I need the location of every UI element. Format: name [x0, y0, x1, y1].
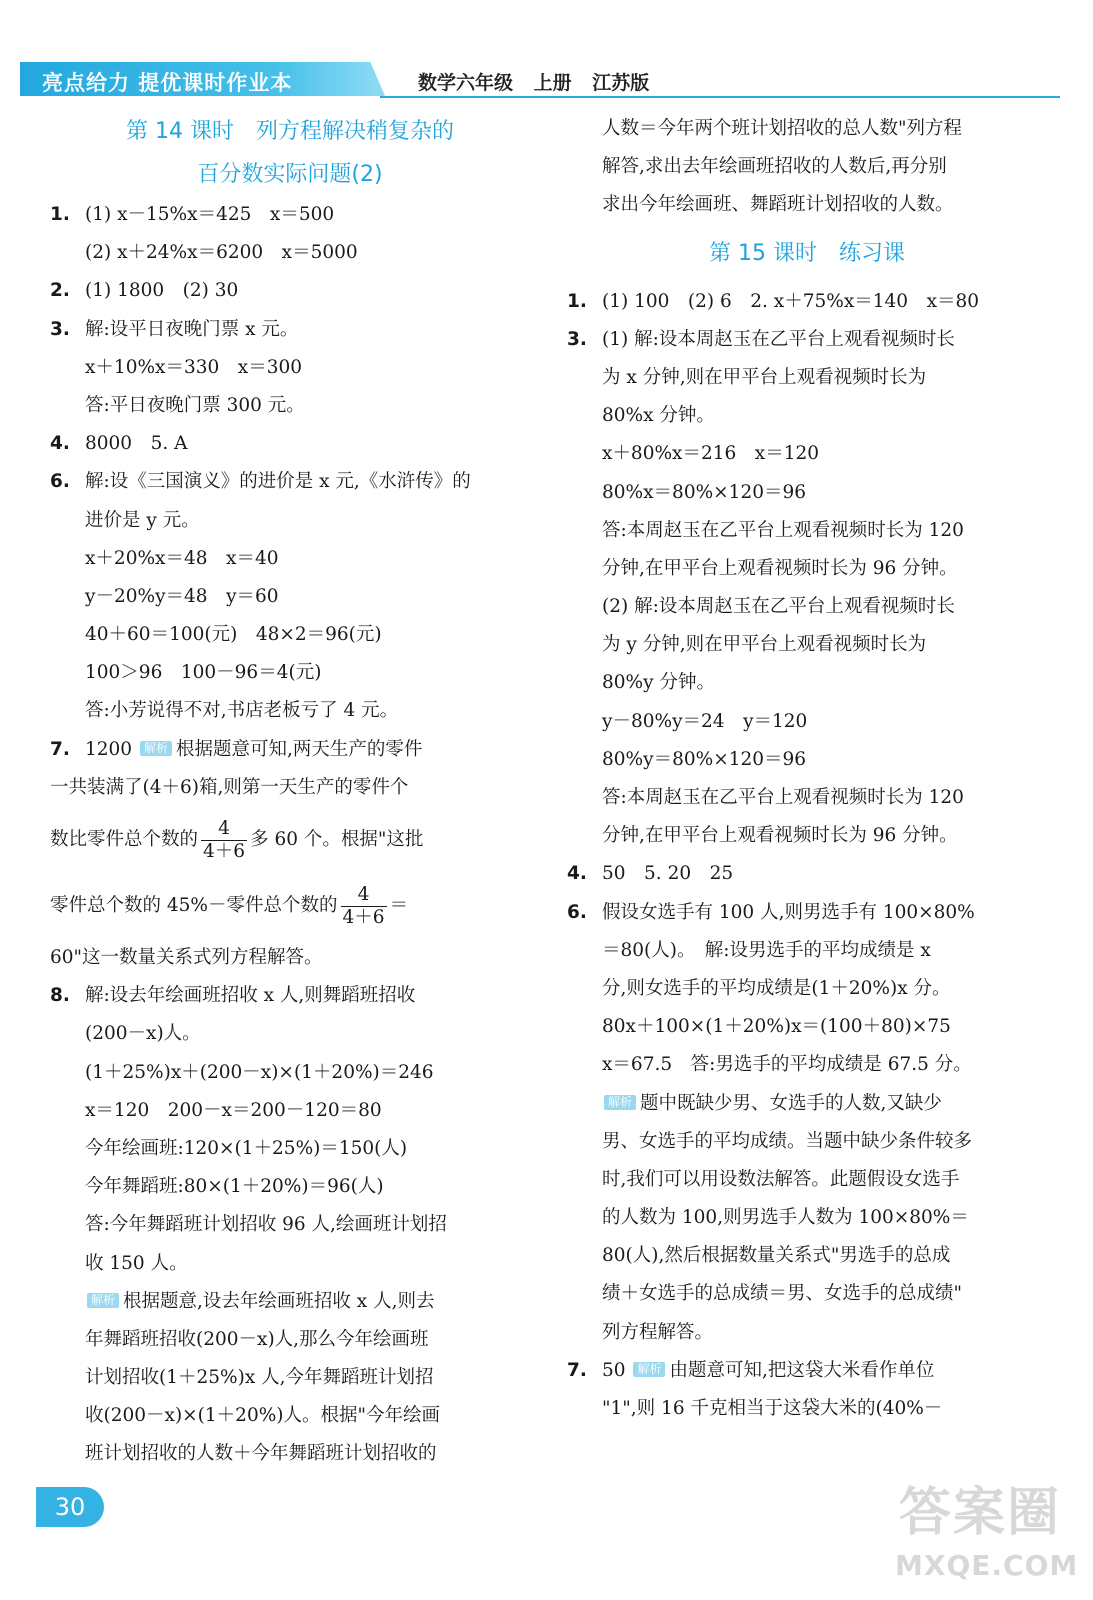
answer-text: 80%y＝80%×120＝96 — [602, 748, 807, 770]
right-q7-analysis-l1: 由题意可知,把这袋大米看作单位 — [669, 1359, 935, 1381]
answer-line — [567, 741, 1047, 779]
answer-line — [50, 463, 530, 501]
q8-analysis-l3: 计划招收(1＋25%)x 人,今年舞蹈班计划招 — [85, 1367, 434, 1389]
answer-line — [50, 387, 530, 425]
question-number: 1. — [50, 204, 70, 225]
q8-lines — [50, 977, 530, 1283]
answer-text: (1＋25%)x＋(200－x)×(1＋20%)＝246 — [85, 1061, 434, 1083]
q7-analysis-l4b: ＝ — [389, 895, 409, 916]
answer-text: y－20%y＝48 y＝60 — [85, 585, 279, 607]
answer-text: 收 150 人。 — [85, 1252, 188, 1274]
answer-line — [567, 970, 1047, 1008]
q7-number: 7. — [567, 1359, 587, 1381]
analysis-tag: 解析 — [87, 1293, 119, 1308]
question-number: 4. — [50, 433, 70, 455]
lesson-14-title-line1: 第 14 课时 列方程解决稍复杂的 — [126, 119, 454, 144]
q8-analysis-line5 — [50, 1435, 530, 1473]
answer-text: (1) x－15%x＝425 x＝500 — [85, 204, 335, 225]
left-answer-lines — [50, 196, 530, 731]
q8-analysis-l1: 根据题意,设去年绘画班招收 x 人,则去 — [123, 1290, 435, 1312]
header-rule — [380, 96, 1060, 98]
right-q7-line2 — [567, 1390, 1047, 1428]
continued-text: 求出今年绘画班、舞蹈班计划招收的人数。 — [602, 194, 954, 216]
answer-text: 40＋60＝100(元) 48×2＝96(元) — [85, 624, 382, 646]
q7-number: 7. — [50, 738, 70, 760]
answer-line — [50, 692, 530, 730]
continued-text: 解答,求出去年绘画班招收的人数后,再分别 — [602, 156, 947, 178]
answer-line — [567, 626, 1047, 664]
lesson-14-title-line2: 百分数实际问题(2) — [197, 162, 383, 187]
q6-analysis-l5: 80(人),然后根据数量关系式"男选手的总成 — [602, 1245, 951, 1267]
q6-analysis-l3: 时,我们可以用设数法解答。此题假设女选手 — [602, 1168, 960, 1190]
answer-line — [567, 512, 1047, 550]
question-number: 6. — [567, 901, 587, 923]
page-number: 30 — [36, 1487, 104, 1527]
answer-text: 分钟,在甲平台上观看视频时长为 96 分钟。 — [602, 825, 958, 847]
answer-line — [50, 1245, 530, 1283]
answer-line — [567, 894, 1047, 932]
answer-line — [567, 1046, 1047, 1084]
q7-answer: 50 — [602, 1359, 626, 1381]
answer-text: x＋20%x＝48 x＝40 — [85, 547, 279, 569]
q7-analysis-l3a: 数比零件总个数的 — [50, 829, 199, 850]
answer-text: 80x＋100×(1＋20%)x＝(100＋80)×75 — [602, 1016, 951, 1038]
q7-answer: 1200 — [85, 738, 133, 760]
continued-line2 — [567, 148, 1047, 186]
q8-analysis-line3 — [50, 1359, 530, 1397]
answer-line — [567, 932, 1047, 970]
answer-line — [50, 1206, 530, 1244]
watermark-url: MXQE.COM — [895, 1549, 1079, 1582]
answer-text: 解:设去年绘画班招收 x 人,则舞蹈班招收 — [85, 985, 416, 1007]
q8-analysis-line2 — [50, 1321, 530, 1359]
q6-analysis-line3 — [567, 1161, 1047, 1199]
q6-analysis-l6: 绩＋女选手的总成绩＝男、女选手的总成绩" — [602, 1283, 963, 1305]
answer-text: 进价是 y 元。 — [85, 509, 200, 531]
fraction-numerator: 4 — [341, 884, 387, 907]
answer-line — [50, 578, 530, 616]
q6-analysis-line6 — [567, 1275, 1047, 1313]
question-number: 2. — [50, 280, 70, 302]
answer-line — [50, 1015, 530, 1053]
series-title: 亮点给力 提优课时作业本 — [42, 71, 293, 95]
fraction — [201, 818, 247, 863]
q7-line1 — [50, 731, 530, 769]
answer-line — [567, 855, 1047, 893]
answer-line — [50, 1092, 530, 1130]
answer-line — [567, 588, 1047, 626]
q6-analysis-l4: 的人数为 100,则男选手人数为 100×80%＝ — [602, 1207, 969, 1229]
answer-text: 解:设平日夜晚门票 x 元。 — [85, 318, 299, 340]
q7-line4 — [50, 873, 530, 939]
answer-line — [567, 550, 1047, 588]
answer-text: (2) 解:设本周赵玉在乙平台上观看视频时长 — [602, 596, 955, 618]
fraction-numerator: 4 — [201, 818, 247, 841]
answer-text: y－80%y＝24 y＝120 — [602, 710, 808, 732]
answer-text: x＝67.5 答:男选手的平均成绩是 67.5 分。 — [602, 1054, 972, 1076]
q6-analysis-line2 — [567, 1123, 1047, 1161]
question-number: 1. — [567, 290, 587, 312]
q8-analysis-line1 — [50, 1283, 530, 1321]
q6-analysis-line4 — [567, 1199, 1047, 1237]
watermark-logo: 答案圈 — [898, 1483, 1061, 1543]
analysis-tag: 解析 — [633, 1362, 665, 1377]
right-q7-line1 — [567, 1352, 1047, 1390]
question-number: 8. — [50, 985, 70, 1007]
answer-line — [567, 703, 1047, 741]
analysis-tag: 解析 — [604, 1095, 636, 1110]
continued-line1 — [567, 110, 1047, 148]
answer-text: 为 y 分钟,则在甲平台上观看视频时长为 — [602, 634, 927, 656]
answer-text: 分钟,在甲平台上观看视频时长为 96 分钟。 — [602, 557, 958, 579]
answer-text: ＝80(人)。 解:设男选手的平均成绩是 x — [602, 939, 931, 961]
continued-line3 — [567, 186, 1047, 224]
answer-line — [567, 817, 1047, 855]
question-number: 3. — [567, 328, 587, 350]
answer-text: 为 x 分钟,则在甲平台上观看视频时长为 — [602, 366, 927, 388]
answer-line — [50, 1130, 530, 1168]
q8-analysis-l4: 收(200－x)×(1＋20%)人。根据"今年绘画 — [85, 1405, 441, 1427]
answer-text: (1) 100 (2) 6 2. x＋75%x＝140 x＝80 — [602, 290, 980, 312]
answer-text: 今年舞蹈班:80×(1＋20%)＝96(人) — [85, 1176, 384, 1198]
answer-line — [50, 311, 530, 349]
fraction-denominator: 4＋6 — [342, 906, 385, 928]
answer-text: 今年绘画班:120×(1＋25%)＝150(人) — [85, 1137, 408, 1159]
answer-line — [567, 779, 1047, 817]
answer-text: x＋80%x＝216 x＝120 — [602, 443, 820, 465]
answer-text: (200－x)人。 — [85, 1023, 201, 1045]
answer-line — [50, 654, 530, 692]
q7-analysis-l4a: 零件总个数的 45%－零件总个数的 — [50, 895, 338, 916]
answer-text: 解:设《三国演义》的进价是 x 元,《水浒传》的 — [85, 471, 471, 493]
answer-text: 答:小芳说得不对,书店老板亏了 4 元。 — [85, 700, 399, 722]
answer-line — [50, 977, 530, 1015]
answer-text: 80%y 分钟。 — [602, 672, 715, 694]
q8-analysis-l5: 班计划招收的人数＋今年舞蹈班计划招收的 — [85, 1443, 437, 1465]
lesson-15-title: 第 15 课时 练习课 — [709, 240, 905, 266]
q8-analysis-l2: 年舞蹈班招收(200－x)人,那么今年绘画班 — [85, 1328, 429, 1350]
continued-text: 人数＝今年两个班计划招收的总人数"列方程 — [602, 118, 963, 139]
answer-text: 假设女选手有 100 人,则男选手有 100×80% — [602, 901, 975, 923]
answer-text: 80%x 分钟。 — [602, 405, 715, 427]
answer-text: (2) x＋24%x＝6200 x＝5000 — [85, 242, 358, 264]
page-header — [20, 58, 1060, 100]
answer-line — [567, 1008, 1047, 1046]
answer-line — [50, 502, 530, 540]
answer-text: 答:本周赵玉在乙平台上观看视频时长为 120 — [602, 787, 964, 808]
question-number: 4. — [567, 863, 587, 885]
analysis-tag: 解析 — [140, 741, 172, 756]
answer-line — [50, 272, 530, 310]
fraction-denominator: 4＋6 — [203, 840, 246, 862]
answer-text: 100＞96 100－96＝4(元) — [85, 662, 322, 684]
q6-analysis-l7: 列方程解答。 — [602, 1321, 714, 1343]
answer-text: (1) 1800 (2) 30 — [85, 280, 239, 302]
answer-line — [567, 359, 1047, 397]
right-answer-lines — [567, 283, 1047, 1085]
left-column — [50, 110, 530, 1474]
q8-analysis-line4 — [50, 1397, 530, 1435]
q7-line2 — [50, 769, 530, 807]
right-q7-analysis-l2: "1",则 16 千克相当于这袋大米的(40%－ — [602, 1398, 943, 1419]
answer-text: (1) 解:设本周赵玉在乙平台上观看视频时长 — [602, 328, 955, 350]
answer-line — [50, 616, 530, 654]
answer-line — [50, 1054, 530, 1092]
question-number: 6. — [50, 471, 70, 493]
answer-text: 8000 5. A — [85, 433, 188, 455]
answer-line — [50, 540, 530, 578]
fraction — [341, 884, 387, 929]
answer-text: x＋10%x＝330 x＝300 — [85, 356, 303, 378]
q7-analysis-l5: 60"这一数量关系式列方程解答。 — [50, 947, 323, 968]
answer-text: 80%x＝80%×120＝96 — [602, 481, 807, 503]
q6-analysis-line1 — [567, 1085, 1047, 1123]
q6-analysis-line7 — [567, 1314, 1047, 1352]
answer-text: x＝120 200－x＝200－120＝80 — [85, 1099, 382, 1121]
q6-analysis-l1: 题中既缺少男、女选手的人数,又缺少 — [640, 1092, 942, 1114]
q7-analysis-l2: 一共装满了(4＋6)箱,则第一天生产的零件个 — [50, 776, 409, 798]
watermark — [895, 1478, 1079, 1593]
answer-line — [567, 321, 1047, 359]
answer-line — [567, 664, 1047, 702]
answer-text: 答:今年舞蹈班计划招收 96 人,绘画班计划招 — [85, 1214, 447, 1236]
answer-line — [567, 435, 1047, 473]
answer-line — [567, 474, 1047, 512]
answer-line — [50, 1168, 530, 1206]
q7-analysis-l1: 根据题意可知,两天生产的零件 — [176, 738, 423, 760]
q6-analysis-line5 — [567, 1237, 1047, 1275]
q7-analysis-l3b: 多 60 个。根据"这批 — [250, 829, 424, 850]
answer-text: 答:本周赵玉在乙平台上观看视频时长为 120 — [602, 519, 964, 541]
answer-line — [50, 234, 530, 272]
answer-text: 答:平日夜晚门票 300 元。 — [85, 394, 305, 416]
answer-line — [50, 425, 530, 463]
q7-line5 — [50, 939, 530, 977]
subject-title: 数学六年级 上册 江苏版 — [418, 72, 650, 94]
question-number: 3. — [50, 318, 70, 340]
answer-line — [567, 283, 1047, 321]
answer-text: 50 5. 20 25 — [602, 863, 734, 885]
answer-text: 分,则女选手的平均成绩是(1＋20%)x 分。 — [602, 977, 951, 999]
answer-line — [50, 349, 530, 387]
q7-line3 — [50, 807, 530, 873]
q6-analysis-l2: 男、女选手的平均成绩。当题中缺少条件较多 — [602, 1130, 973, 1152]
right-column — [567, 110, 1047, 1428]
answer-line — [567, 397, 1047, 435]
answer-line — [50, 196, 530, 234]
